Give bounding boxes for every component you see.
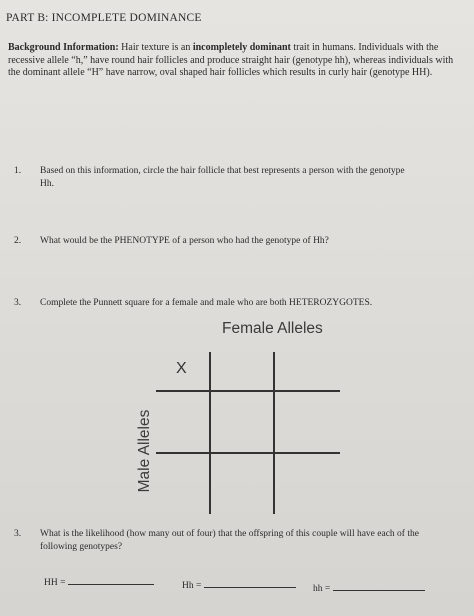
cross-symbol: X bbox=[176, 360, 187, 377]
question-text: What would be the PHENOTYPE of a person who had the genotype of Hh? bbox=[40, 236, 329, 246]
answer-hh-recessive bbox=[313, 580, 425, 596]
background-text-1: Hair texture is an bbox=[118, 42, 193, 53]
answer-hh-dominant bbox=[44, 574, 154, 590]
question-text: Based on this information, circle the hair follicle that best represents a person with the genotype Hh. bbox=[40, 166, 405, 189]
question-text: Complete the Punnett square for a female and male who are both HETEROZYGOTES. bbox=[40, 298, 373, 308]
grid-line-horizontal-1 bbox=[156, 390, 340, 392]
female-alleles-label: Female Alleles bbox=[222, 320, 323, 337]
question-number: 3. bbox=[14, 529, 22, 539]
background-information bbox=[8, 42, 458, 80]
answer-hh-hetero bbox=[182, 577, 296, 593]
grid-line-vertical-2 bbox=[273, 352, 275, 514]
background-text-2: trait in humans. Individuals with the recessive allele “h,” have round hair follicles and produce straight hair (genotype hh), whereas individuals with the dominant allele “H” have narrow, oval shaped hair follicles which results in curly hair (genotype HH). bbox=[8, 42, 454, 78]
answer-label: hh = bbox=[313, 584, 331, 594]
answer-blank-hh[interactable] bbox=[333, 580, 425, 591]
answer-blank-HH[interactable] bbox=[68, 574, 154, 585]
answer-blank-Hh[interactable] bbox=[204, 577, 296, 588]
question-number: 2. bbox=[14, 236, 22, 246]
question-number: 1. bbox=[14, 166, 22, 176]
answer-label: HH = bbox=[44, 578, 66, 588]
page-title: PART B: INCOMPLETE DOMINANCE bbox=[6, 12, 202, 24]
question-text: What is the likelihood (how many out of four) that the offspring of this couple will have each of the following genotypes? bbox=[40, 529, 419, 552]
background-label: Background Information: bbox=[8, 42, 119, 53]
male-alleles-label: Male Alleles bbox=[136, 409, 153, 493]
question-number: 3. bbox=[14, 298, 22, 308]
grid-line-horizontal-2 bbox=[156, 452, 340, 454]
grid-line-vertical-1 bbox=[209, 352, 211, 514]
background-emphasis: incompletely dominant bbox=[192, 42, 291, 53]
answer-label: Hh = bbox=[182, 581, 202, 591]
